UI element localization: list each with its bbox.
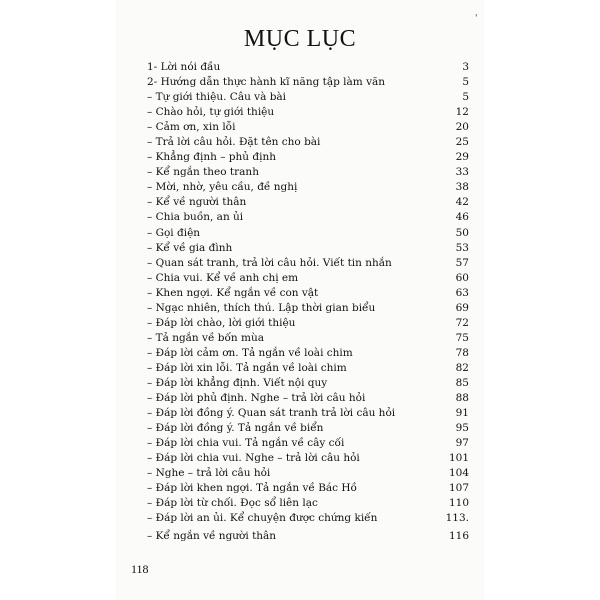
toc-entry-page: 5: [462, 76, 469, 89]
toc-entry-title: – Kể ngắn theo tranh: [147, 166, 259, 179]
toc-entry: [147, 271, 469, 286]
toc-entry-page: 91: [455, 407, 469, 420]
toc-entry-page: 12: [455, 106, 469, 119]
toc-entry: [147, 481, 469, 496]
toc-entry-page: 110: [448, 497, 469, 510]
toc-entry-title: – Gọi điện: [147, 226, 201, 239]
toc-entry-title: – Đáp lời đồng ý. Tả ngắn về biển: [147, 422, 324, 435]
toc-entry-page: 104: [448, 467, 469, 480]
toc-entry-title: – Khẳng định – phủ định: [147, 151, 276, 164]
toc-entry-page: 63: [455, 286, 469, 299]
toc-entry-page: 29: [455, 151, 469, 164]
page-title: MỤC LỤC: [243, 26, 357, 52]
toc-entry-title: – Đáp lời chia vui. Nghe – trả lời câu hỏi: [147, 452, 360, 465]
toc-entry-page: 72: [455, 316, 469, 329]
toc-entry: [147, 120, 469, 135]
toc-entry-page: 46: [455, 211, 469, 224]
toc-entry: [147, 331, 469, 346]
toc-entry-page: 25: [455, 136, 469, 149]
toc-entry-title: – Đáp lời từ chối. Đọc sổ liên lạc: [147, 497, 318, 510]
toc-entry-title: – Đáp lời cảm ơn. Tả ngắn về loài chim: [147, 346, 353, 359]
toc-entry-title: – Đáp lời chào, lời giới thiệu: [147, 316, 296, 329]
toc-entry: [147, 105, 469, 120]
toc-entry-page: 20: [455, 121, 469, 134]
toc-entry: [147, 286, 469, 301]
toc-entry-title: 1- Lời nói đầu: [147, 61, 221, 73]
table-of-contents: [147, 60, 469, 545]
toc-entry-page: 69: [455, 301, 469, 314]
toc-entry-title: – Quan sát tranh, trả lời câu hỏi. Viết tin nhắn: [147, 256, 392, 269]
toc-entry: [147, 436, 469, 451]
page-speck: ': [475, 14, 478, 24]
toc-entry: [147, 195, 469, 210]
toc-entry-page: 82: [455, 361, 469, 374]
toc-entry: [147, 241, 469, 256]
toc-entry: [147, 135, 469, 150]
toc-entry-page: 38: [455, 181, 469, 194]
toc-entry-title: – Đáp lời phủ định. Nghe – trả lời câu hỏi: [147, 392, 366, 405]
toc-entry-page: 95: [455, 422, 469, 435]
toc-entry: [147, 406, 469, 421]
toc-entry: [147, 421, 469, 436]
toc-entry: [147, 60, 469, 75]
toc-entry: [147, 346, 469, 361]
toc-entry-page: 116: [448, 530, 469, 543]
toc-entry: [147, 180, 469, 195]
toc-entry: [147, 451, 469, 466]
toc-entry: [147, 210, 469, 225]
toc-entry-page: 3: [462, 61, 469, 73]
toc-entry-page: 75: [455, 331, 469, 344]
toc-entry: [147, 496, 469, 511]
toc-entry-title: 2- Hướng dẫn thực hành kĩ năng tập làm văn: [147, 76, 386, 89]
toc-entry-page: 50: [455, 226, 469, 239]
toc-entry-page: 78: [455, 346, 469, 359]
toc-entry: [147, 376, 469, 391]
toc-entry: [147, 90, 469, 105]
toc-entry-page: 88: [455, 392, 469, 405]
toc-entry-page: 101: [448, 452, 469, 465]
toc-entry-title: – Tả ngắn về bốn mùa: [147, 331, 264, 344]
toc-entry: [147, 316, 469, 331]
toc-entry: [147, 529, 469, 544]
toc-entry-page: 97: [455, 437, 469, 450]
toc-entry: [147, 511, 469, 526]
toc-entry-title: – Ngạc nhiên, thích thú. Lập thời gian biểu: [147, 301, 376, 314]
toc-entry-title: – Đáp lời đồng ý. Quan sát tranh trả lời câu hỏi: [147, 407, 396, 420]
toc-entry-title: – Mời, nhờ, yêu cầu, đề nghị: [147, 181, 298, 194]
toc-entry-page: 57: [455, 256, 469, 269]
toc-entry-title: – Chào hỏi, tự giới thiệu: [147, 106, 275, 119]
toc-entry-title: – Khen ngợi. Kể ngắn về con vật: [147, 286, 319, 299]
toc-entry: [147, 226, 469, 241]
toc-entry-title: – Đáp lời xin lỗi. Tả ngắn về loài chim: [147, 361, 347, 374]
toc-entry-title: – Tự giới thiệu. Câu và bài: [147, 91, 287, 104]
toc-entry: [147, 361, 469, 376]
toc-entry-title: – Kể về gia đình: [147, 241, 233, 254]
toc-entry-title: – Đáp lời khẳng định. Viết nội quy: [147, 376, 328, 389]
toc-entry: [147, 150, 469, 165]
toc-entry-title: – Kể về người thân: [147, 196, 247, 209]
toc-entry-page: 42: [455, 196, 469, 209]
toc-entry-page: 53: [455, 241, 469, 254]
toc-entry-title: – Kể ngắn về người thân: [147, 530, 277, 543]
toc-entry: [147, 466, 469, 481]
toc-entry-title: – Chia buồn, an ủi: [147, 211, 244, 224]
toc-entry: [147, 301, 469, 316]
toc-entry-page: 113.: [445, 512, 469, 525]
page-number: 118: [131, 562, 149, 576]
toc-entry: [147, 391, 469, 406]
toc-entry-page: 85: [455, 376, 469, 389]
toc-entry: [147, 165, 469, 180]
toc-entry-title: – Đáp lời khen ngợi. Tả ngắn về Bác Hồ: [147, 482, 357, 495]
toc-entry-page: 60: [455, 271, 469, 284]
toc-entry-title: – Đáp lời an ủi. Kể chuyện được chứng kiến: [147, 512, 378, 525]
toc-entry-page: 33: [455, 166, 469, 179]
toc-entry-title: – Đáp lời chia vui. Tả ngắn về cây cối: [147, 437, 345, 450]
toc-entry-title: – Trả lời câu hỏi. Đặt tên cho bài: [147, 136, 321, 149]
toc-entry-page: 107: [448, 482, 469, 495]
toc-entry: [147, 75, 469, 90]
toc-entry-page: 5: [462, 91, 469, 104]
toc-entry-title: – Cảm ơn, xin lỗi: [147, 121, 236, 134]
toc-entry-title: – Nghe – trả lời câu hỏi: [147, 467, 271, 480]
toc-entry: [147, 256, 469, 271]
toc-entry-title: – Chia vui. Kể về anh chị em: [147, 271, 299, 284]
book-page: [117, 0, 483, 600]
